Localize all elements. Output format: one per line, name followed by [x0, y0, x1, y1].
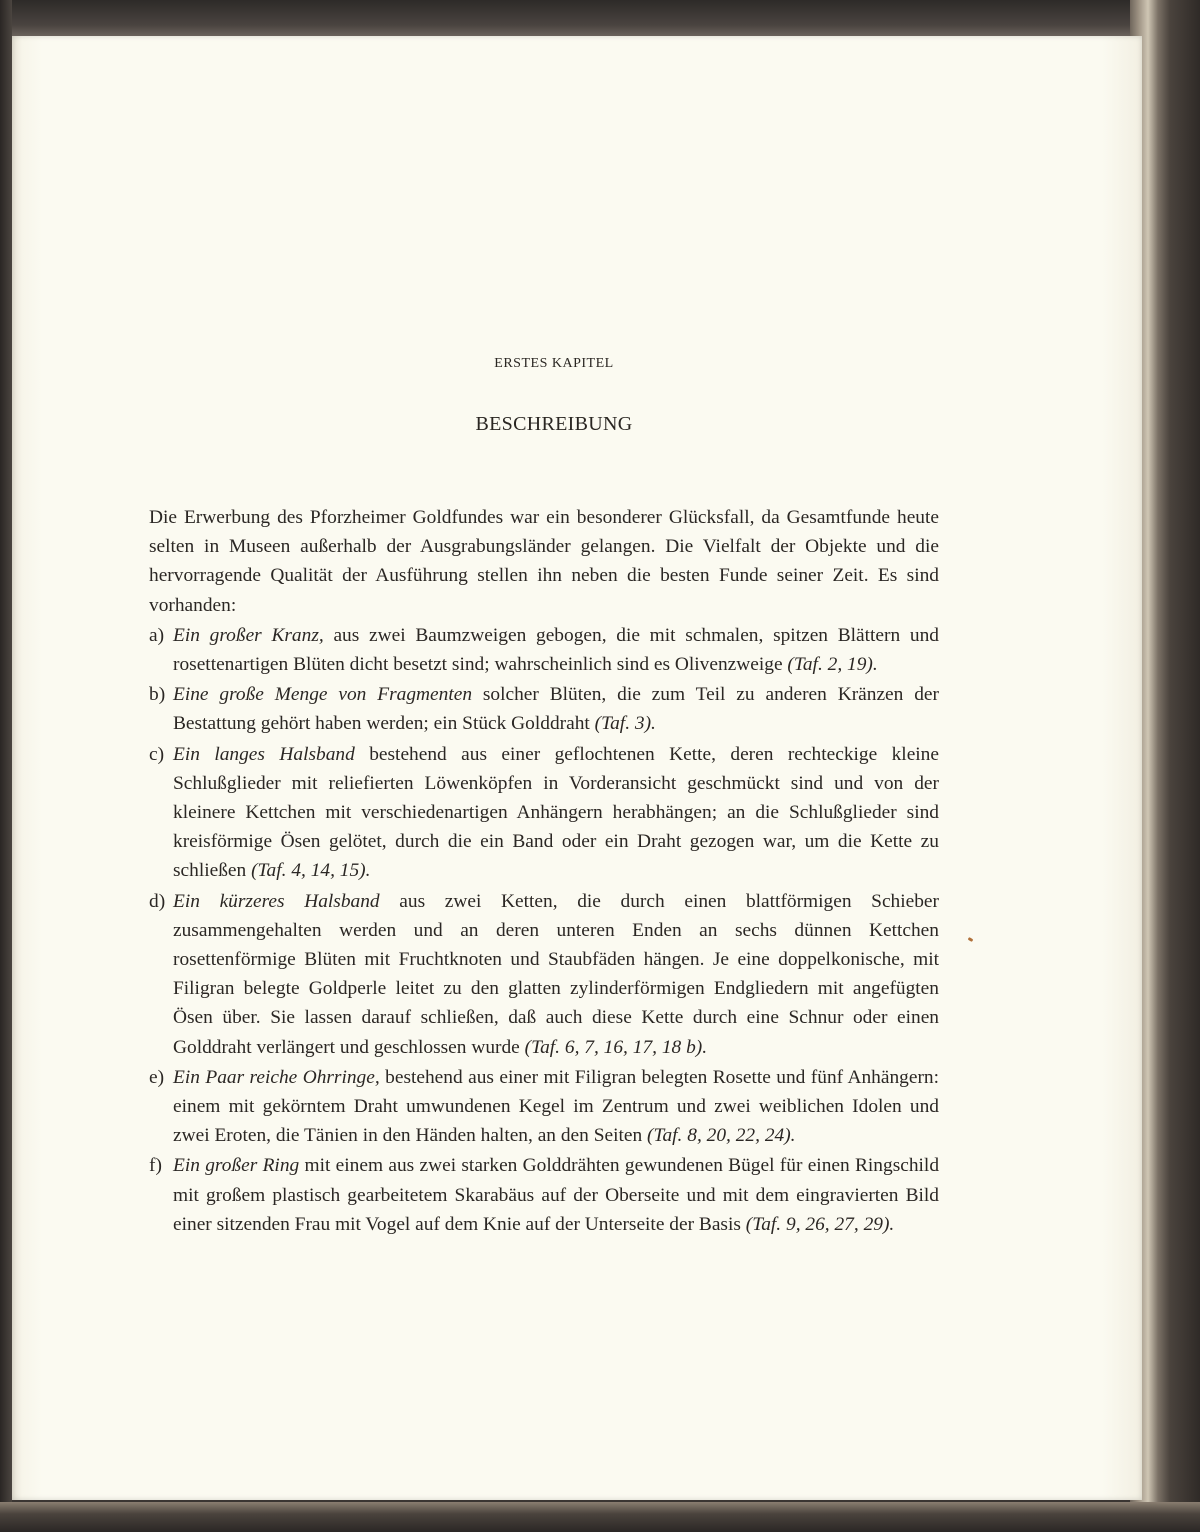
item-head: Ein großer Kranz, — [173, 624, 324, 646]
list-item — [149, 1151, 939, 1239]
item-text: bestehend aus einer geflochtenen Kette, deren rechteckige kleine Schlußglieder mit reliefierten Löwenköpfen in Vorderansicht geschmückt sind und von der kleinere Kettchen mit verschiedenartigen Anhängern herabhängen; an die Schlußglieder sind kreisförmige Ösen gelötet, durch die ein Band oder ein Draht gezogen war, um die Kette zu schließen — [173, 743, 939, 882]
list-item — [149, 740, 939, 886]
body-text — [149, 503, 939, 1240]
book-edge-bottom — [0, 1502, 1200, 1532]
item-marker: a) — [149, 624, 165, 646]
item-text: aus zwei Ketten, die durch einen blattförmigen Schieber zusammengehalten werden und an deren unteren Enden an sechs dünnen Kettchen rosettenförmige Blüten mit Fruchtknoten und Staubfäden hängen. Je eine doppelkonische, mit Filigran belegte Goldperle leitet zu den glatten zylinderförmigen Endgliedern mit angefügten Ösen über. Sie lassen darauf schließen, daß auch diese Kette durch eine Schnur oder einen Golddraht verlängert und geschlossen wurde — [173, 890, 940, 1058]
item-head: Ein langes Halsband — [173, 743, 355, 765]
item-text: bestehend aus einer mit Filigran belegten Rosette und fünf Anhängern: einem mit gekörntem Draht umwundenen Kegel im Zentrum und zwei weiblichen Idolen und zwei Eroten, die Tänien in den Händen halten, an den Seiten — [173, 1066, 939, 1147]
chapter-title: BESCHREIBUNG — [475, 413, 633, 435]
item-ref: (Taf. 2, 19). — [787, 654, 878, 676]
item-marker: e) — [149, 1066, 165, 1088]
list-item — [149, 887, 939, 1062]
item-text: solcher Blüten, die zum Teil zu anderen Kränzen der Bestattung gehört haben werden; ein Stück Golddraht — [173, 684, 939, 735]
paper-speck — [968, 937, 974, 942]
item-marker: f) — [149, 1155, 162, 1177]
item-text: mit einem aus zwei starken Golddrähten gewundenen Bügel für einen Ringschild mit großem plastisch gearbeitetem Skarabäus auf der Oberseite und mit dem eingravierten Bild einer sitzenden Frau mit Vogel auf dem Knie auf der Unterseite der Basis — [173, 1155, 940, 1235]
item-marker: c) — [149, 743, 165, 765]
list-item — [149, 621, 939, 679]
item-head: Ein großer Ring — [173, 1155, 300, 1177]
item-marker: d) — [149, 890, 166, 912]
list-item — [149, 1063, 939, 1151]
item-list — [149, 621, 939, 1239]
item-head: Eine große Menge von Fragmenten — [173, 684, 473, 706]
book-edge-left — [0, 0, 12, 1532]
item-ref: (Taf. 6, 7, 16, 17, 18 b). — [524, 1036, 708, 1058]
item-marker: b) — [149, 684, 166, 706]
item-ref: (Taf. 4, 14, 15). — [251, 860, 371, 882]
list-item — [149, 680, 939, 738]
item-ref: (Taf. 8, 20, 22, 24). — [647, 1125, 796, 1147]
item-head: Ein Paar reiche Ohrringe, — [173, 1066, 380, 1088]
intro-paragraph: Die Erwerbung des Pforzheimer Goldfundes war ein besonderer Glücksfall, da Gesamtfunde heute selten in Museen außerhalb der Ausgrabungsländer gelangen. Die Vielfalt der Objekte und die hervorragende Qualität der Ausführung stellen ihn neben die besten Funde seiner Zeit. Es sind vorhanden: — [149, 507, 939, 616]
item-ref: (Taf. 3). — [594, 713, 656, 735]
book-page — [12, 36, 1142, 1500]
item-head: Ein kürzeres Halsband — [173, 890, 380, 912]
item-text: aus zwei Baumzweigen gebogen, die mit schmalen, spitzen Blättern und rosettenartigen Blüten dicht besetzt sind; wahrscheinlich sind es Olivenzweige — [173, 624, 939, 676]
chapter-label: ERSTES KAPITEL — [494, 356, 614, 371]
book-edge-top — [0, 0, 1200, 36]
item-ref: (Taf. 9, 26, 27, 29). — [745, 1213, 895, 1235]
